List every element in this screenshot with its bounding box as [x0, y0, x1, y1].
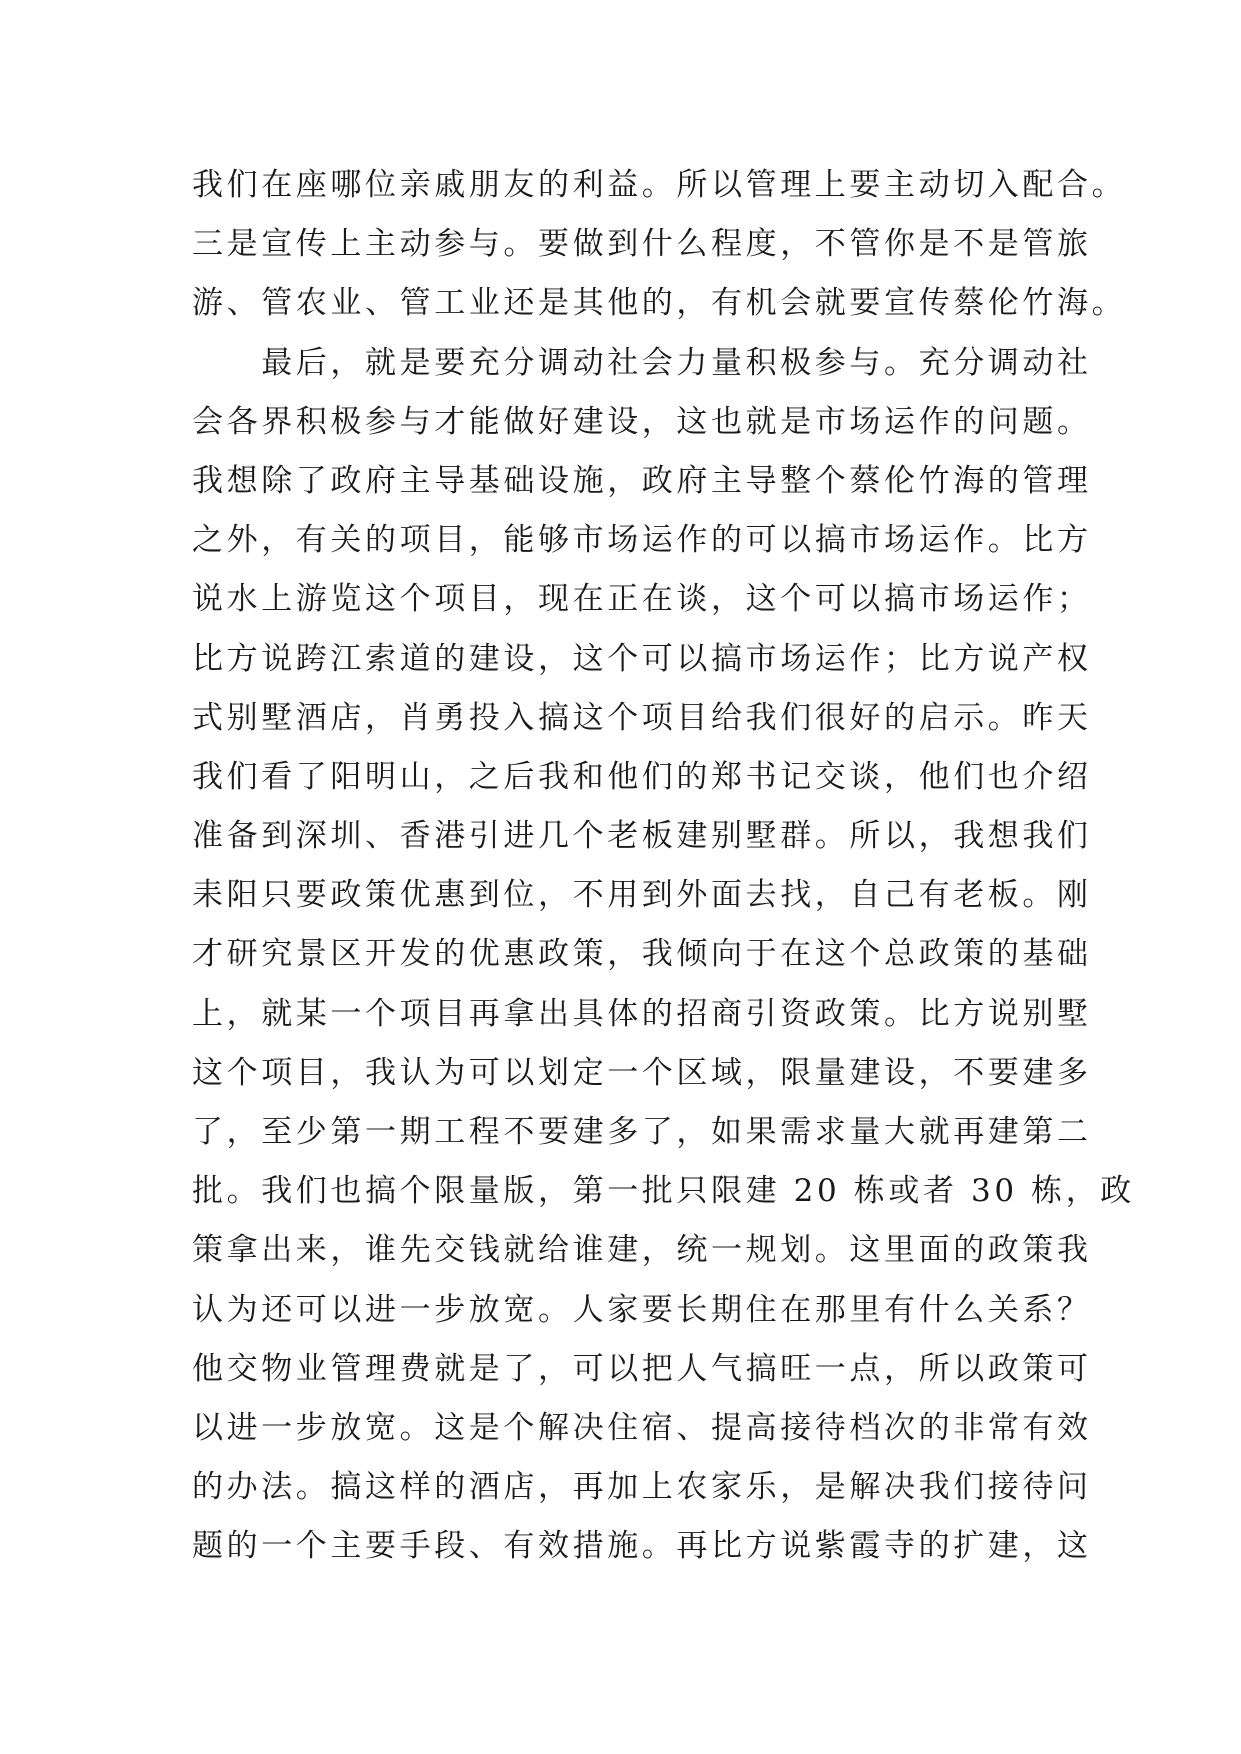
text-line: 最后，就是要充分调动社会力量积极参与。充分调动社	[192, 344, 1092, 381]
text-line: 准备到深圳、香港引进几个老板建别墅群。所以，我想我们	[192, 818, 1092, 855]
text-line: 才研究景区开发的优惠政策，我倾向于在这个总政策的基础	[192, 936, 1092, 973]
text-line: 他交物业管理费就是了，可以把人气搞旺一点，所以政策可	[192, 1350, 1092, 1387]
text-line: 比方说跨江索道的建设，这个可以搞市场运作；比方说产权	[192, 640, 1092, 677]
text-line: 我想除了政府主导基础设施，政府主导整个蔡伦竹海的管理	[192, 462, 1092, 499]
text-line: 了，至少第一期工程不要建多了，如果需求量大就再建第二	[192, 1114, 1092, 1150]
text-line: 以进一步放宽。这是个解决住宿、提高接待档次的非常有效	[192, 1409, 1092, 1446]
text-line: 的办法。搞这样的酒店，再加上农家乐，是解决我们接待问	[192, 1469, 1092, 1506]
text-line: 之外，有关的项目，能够市场运作的可以搞市场运作。比方	[192, 522, 1092, 559]
text-line: 这个项目，我认为可以划定一个区域，限量建设，不要建多	[192, 1054, 1092, 1091]
text-line: 上，就某一个项目再拿出具体的招商引资政策。比方说别墅	[192, 995, 1092, 1032]
text-line: 认为还可以进一步放宽。人家要长期住在那里有什么关系？	[192, 1291, 1092, 1328]
text-line: 式别墅酒店，肖勇投入搞这个项目给我们很好的启示。昨天	[192, 699, 1092, 736]
text-line: 策拿出来，谁先交钱就给谁建，统一规划。这里面的政策我	[192, 1232, 1092, 1269]
text-line: 会各界积极参与才能做好建设，这也就是市场运作的问题。	[192, 403, 1092, 440]
text-line: 批。我们也搞个限量版，第一批只限建 20 栋或者 30 栋，政	[192, 1173, 1135, 1210]
text-line: 耒阳只要政策优惠到位，不用到外面去找，自己有老板。刚	[192, 877, 1092, 914]
text-line: 我们在座哪位亲戚朋友的利益。所以管理上要主动切入配合。	[192, 167, 1127, 203]
text-line: 我们看了阳明山，之后我和他们的郑书记交谈，他们也介绍	[192, 758, 1092, 795]
text-line: 题的一个主要手段、有效措施。再比方说紫霞寺的扩建，这	[192, 1528, 1092, 1565]
text-line: 游、管农业、管工业还是其他的，有机会就要宣传蔡伦竹海。	[192, 285, 1127, 322]
text-line: 说水上游览这个项目，现在正在谈，这个可以搞市场运作；	[192, 581, 1092, 618]
document-body	[192, 156, 1135, 1577]
text-line: 三是宣传上主动参与。要做到什么程度，不管你是不是管旅	[192, 226, 1092, 263]
